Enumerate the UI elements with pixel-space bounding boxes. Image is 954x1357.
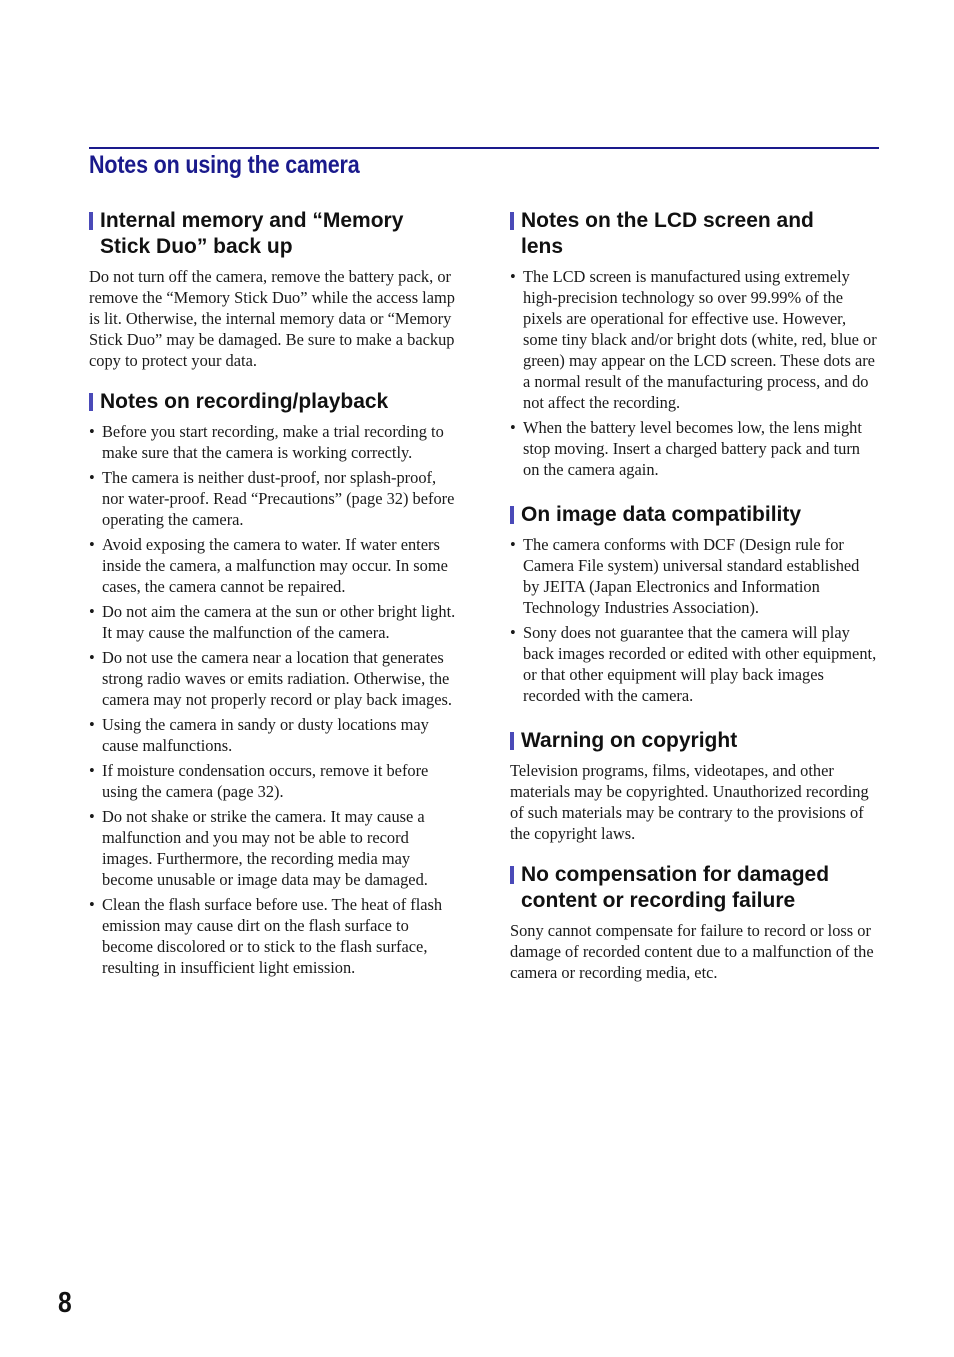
list-item: • Do not aim the camera at the sun or other bright light. It may cause the malfunction of the camera. (89, 602, 456, 642)
section-heading (510, 502, 878, 528)
list-item: • Before you start recording, make a trial recording to make sure that the camera is working correctly. (89, 422, 444, 462)
section-no-compensation (510, 862, 878, 983)
heading-line: Warning on copyright (521, 729, 738, 752)
heading-bar-icon (510, 866, 514, 884)
heading-line: Stick Duo” back up (100, 235, 293, 258)
list-item: • Do not shake or strike the camera. It may cause a malfunction and you may not be able to record images. Furthermore, the recording media may become unusable or image data may be damaged. (89, 807, 428, 889)
section-heading (510, 862, 878, 914)
section-recording-playback (89, 389, 457, 978)
section-internal-memory (89, 208, 457, 371)
list-item: • If moisture condensation occurs, remove it before using the camera (page 32). (89, 761, 429, 801)
section-heading (89, 208, 457, 260)
heading-line: Internal memory and “Memory (100, 209, 404, 232)
list-item: • Do not use the camera near a location that generates strong radio waves or emits radiation. Otherwise, the camera may not properly record or play back images. (89, 648, 452, 709)
heading-bar-icon (510, 732, 514, 750)
section-body: Television programs, films, videotapes, and other materials may be copyrighted. Unauthorized recording of such materials may be contrary to the provisions of the copyright laws. (510, 761, 869, 843)
heading-bar-icon (510, 212, 514, 230)
bullet-list (510, 534, 878, 706)
section-image-compatibility (510, 502, 878, 706)
section-copyright (510, 728, 878, 844)
section-heading (89, 389, 457, 415)
list-item: • Using the camera in sandy or dusty locations may cause malfunctions. (89, 715, 429, 755)
list-item: • The camera is neither dust-proof, nor splash-proof, nor water-proof. Read “Precautions” (page 32) before operating the camera. (89, 468, 455, 529)
right-column (510, 208, 878, 983)
heading-bar-icon (89, 212, 93, 230)
section-heading (510, 208, 878, 260)
list-item: • Sony does not guarantee that the camera will play back images recorded or edited with other equipment, or that other equipment will play back images recorded with the camera. (510, 623, 877, 705)
list-item: • When the battery level becomes low, the lens might stop moving. Insert a charged battery pack and turn on the camera again. (510, 418, 862, 479)
heading-bar-icon (89, 393, 93, 411)
section-body: Sony cannot compensate for failure to record or loss or damage of recorded content due to a malfunction of the camera or recording media, etc. (510, 921, 874, 982)
heading-bar-icon (510, 506, 514, 524)
bullet-list (510, 266, 878, 480)
heading-line: On image data compatibility (521, 503, 802, 526)
page-title: Notes on using the camera (89, 151, 360, 179)
left-column (89, 208, 457, 982)
heading-line: content or recording failure (521, 889, 796, 912)
heading-line: No compensation for damaged (521, 863, 830, 886)
heading-line: lens (521, 235, 564, 258)
list-item: • Clean the flash surface before use. The heat of flash emission may cause dirt on the flash surface to become discolored or to stick to the flash surface, resulting in insufficient light emission. (89, 895, 443, 977)
heading-line: Notes on the LCD screen and (521, 209, 814, 232)
title-rule (89, 147, 879, 149)
list-item: • The camera conforms with DCF (Design rule for Camera File system) universal standard established by JEITA (Japan Electronics and Information Technology Industries Association). (510, 535, 860, 617)
page-number: 8 (58, 1287, 72, 1319)
list-item: • Avoid exposing the camera to water. If water enters inside the camera, a malfunction may occur. In some cases, the camera cannot be repaired. (89, 535, 448, 596)
heading-line: Notes on recording/playback (100, 390, 389, 413)
section-body: Do not turn off the camera, remove the battery pack, or remove the “Memory Stick Duo” while the access lamp is lit. Otherwise, the internal memory data or “Memory Stick Duo” may be damaged. Be sure to make a backup copy to protect your data. (89, 267, 455, 370)
bullet-list (89, 421, 457, 978)
section-heading (510, 728, 878, 754)
section-lcd-screen (510, 208, 878, 480)
list-item: • The LCD screen is manufactured using extremely high-precision technology so over 99.99% of the pixels are operational for effective use. However, some tiny black and/or bright dots (white, red, blue or green) may appear on the LCD screen. These dots are a normal result of the manufacturing process, and do not affect the recording. (510, 267, 877, 412)
